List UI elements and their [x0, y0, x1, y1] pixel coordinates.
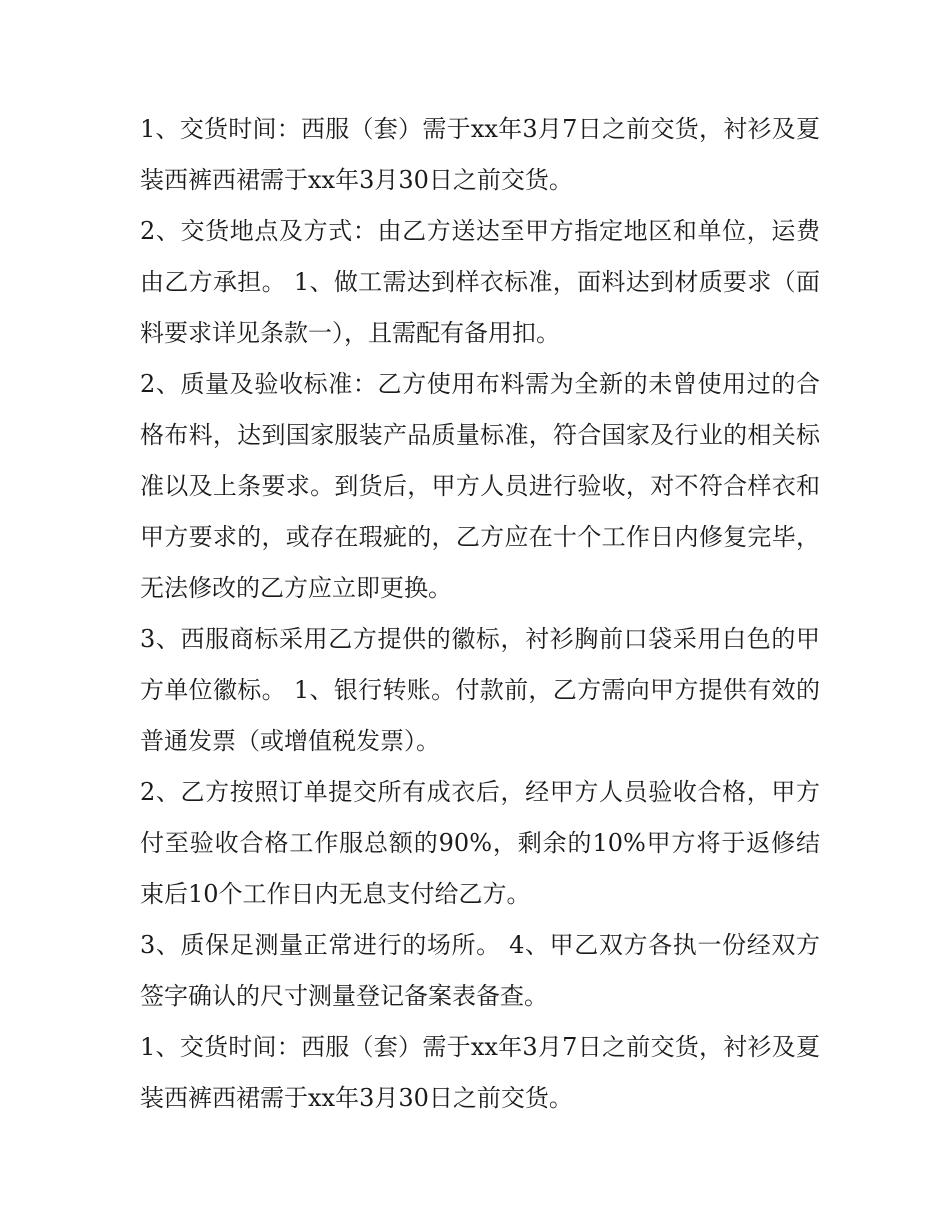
- paragraph-trademark-payment: 3、西服商标采用乙方提供的徽标，衬衫胸前口袋采用白色的甲方单位徽标。 1、银行转账。付款前，乙方需向甲方提供有效的普通发票（或增值税发票）。: [140, 625, 820, 755]
- paragraph-warranty: 3、质保足测量正常进行的场所。 4、甲乙双方各执一份经双方签字确认的尺寸测量登记备案表备查。: [140, 931, 820, 1010]
- paragraph-payment-terms: 2、乙方按照订单提交所有成衣后，经甲方人员验收合格，甲方付至验收合格工作服总额的90%，剩余的10%甲方将于返修结束后10个工作日内无息支付给乙方。: [140, 778, 820, 908]
- paragraph-delivery-time: 1、交货时间：西服（套）需于xx年3月7日之前交货，衬衫及夏装西裤西裙需于xx年3月30日之前交货。: [140, 115, 820, 194]
- paragraph-delivery-time-repeat: 1、交货时间：西服（套）需于xx年3月7日之前交货，衬衫及夏装西裤西裙需于xx年3月30日之前交货。: [140, 1033, 820, 1112]
- paragraph-delivery-location: 2、交货地点及方式：由乙方送达至甲方指定地区和单位，运费由乙方承担。 1、做工需达到样衣标准，面料达到材质要求（面料要求详见条款一），且需配有备用扣。: [140, 217, 820, 347]
- document-body: [140, 104, 820, 1124]
- paragraph-quality-standard: 2、质量及验收标准：乙方使用布料需为全新的未曾使用过的合格布料，达到国家服装产品质量标准，符合国家及行业的相关标准以及上条要求。到货后，甲方人员进行验收，对不符合样衣和甲方要求的，或存在瑕疵的，乙方应在十个工作日内修复完毕，无法修改的乙方应立即更换。: [140, 370, 820, 602]
